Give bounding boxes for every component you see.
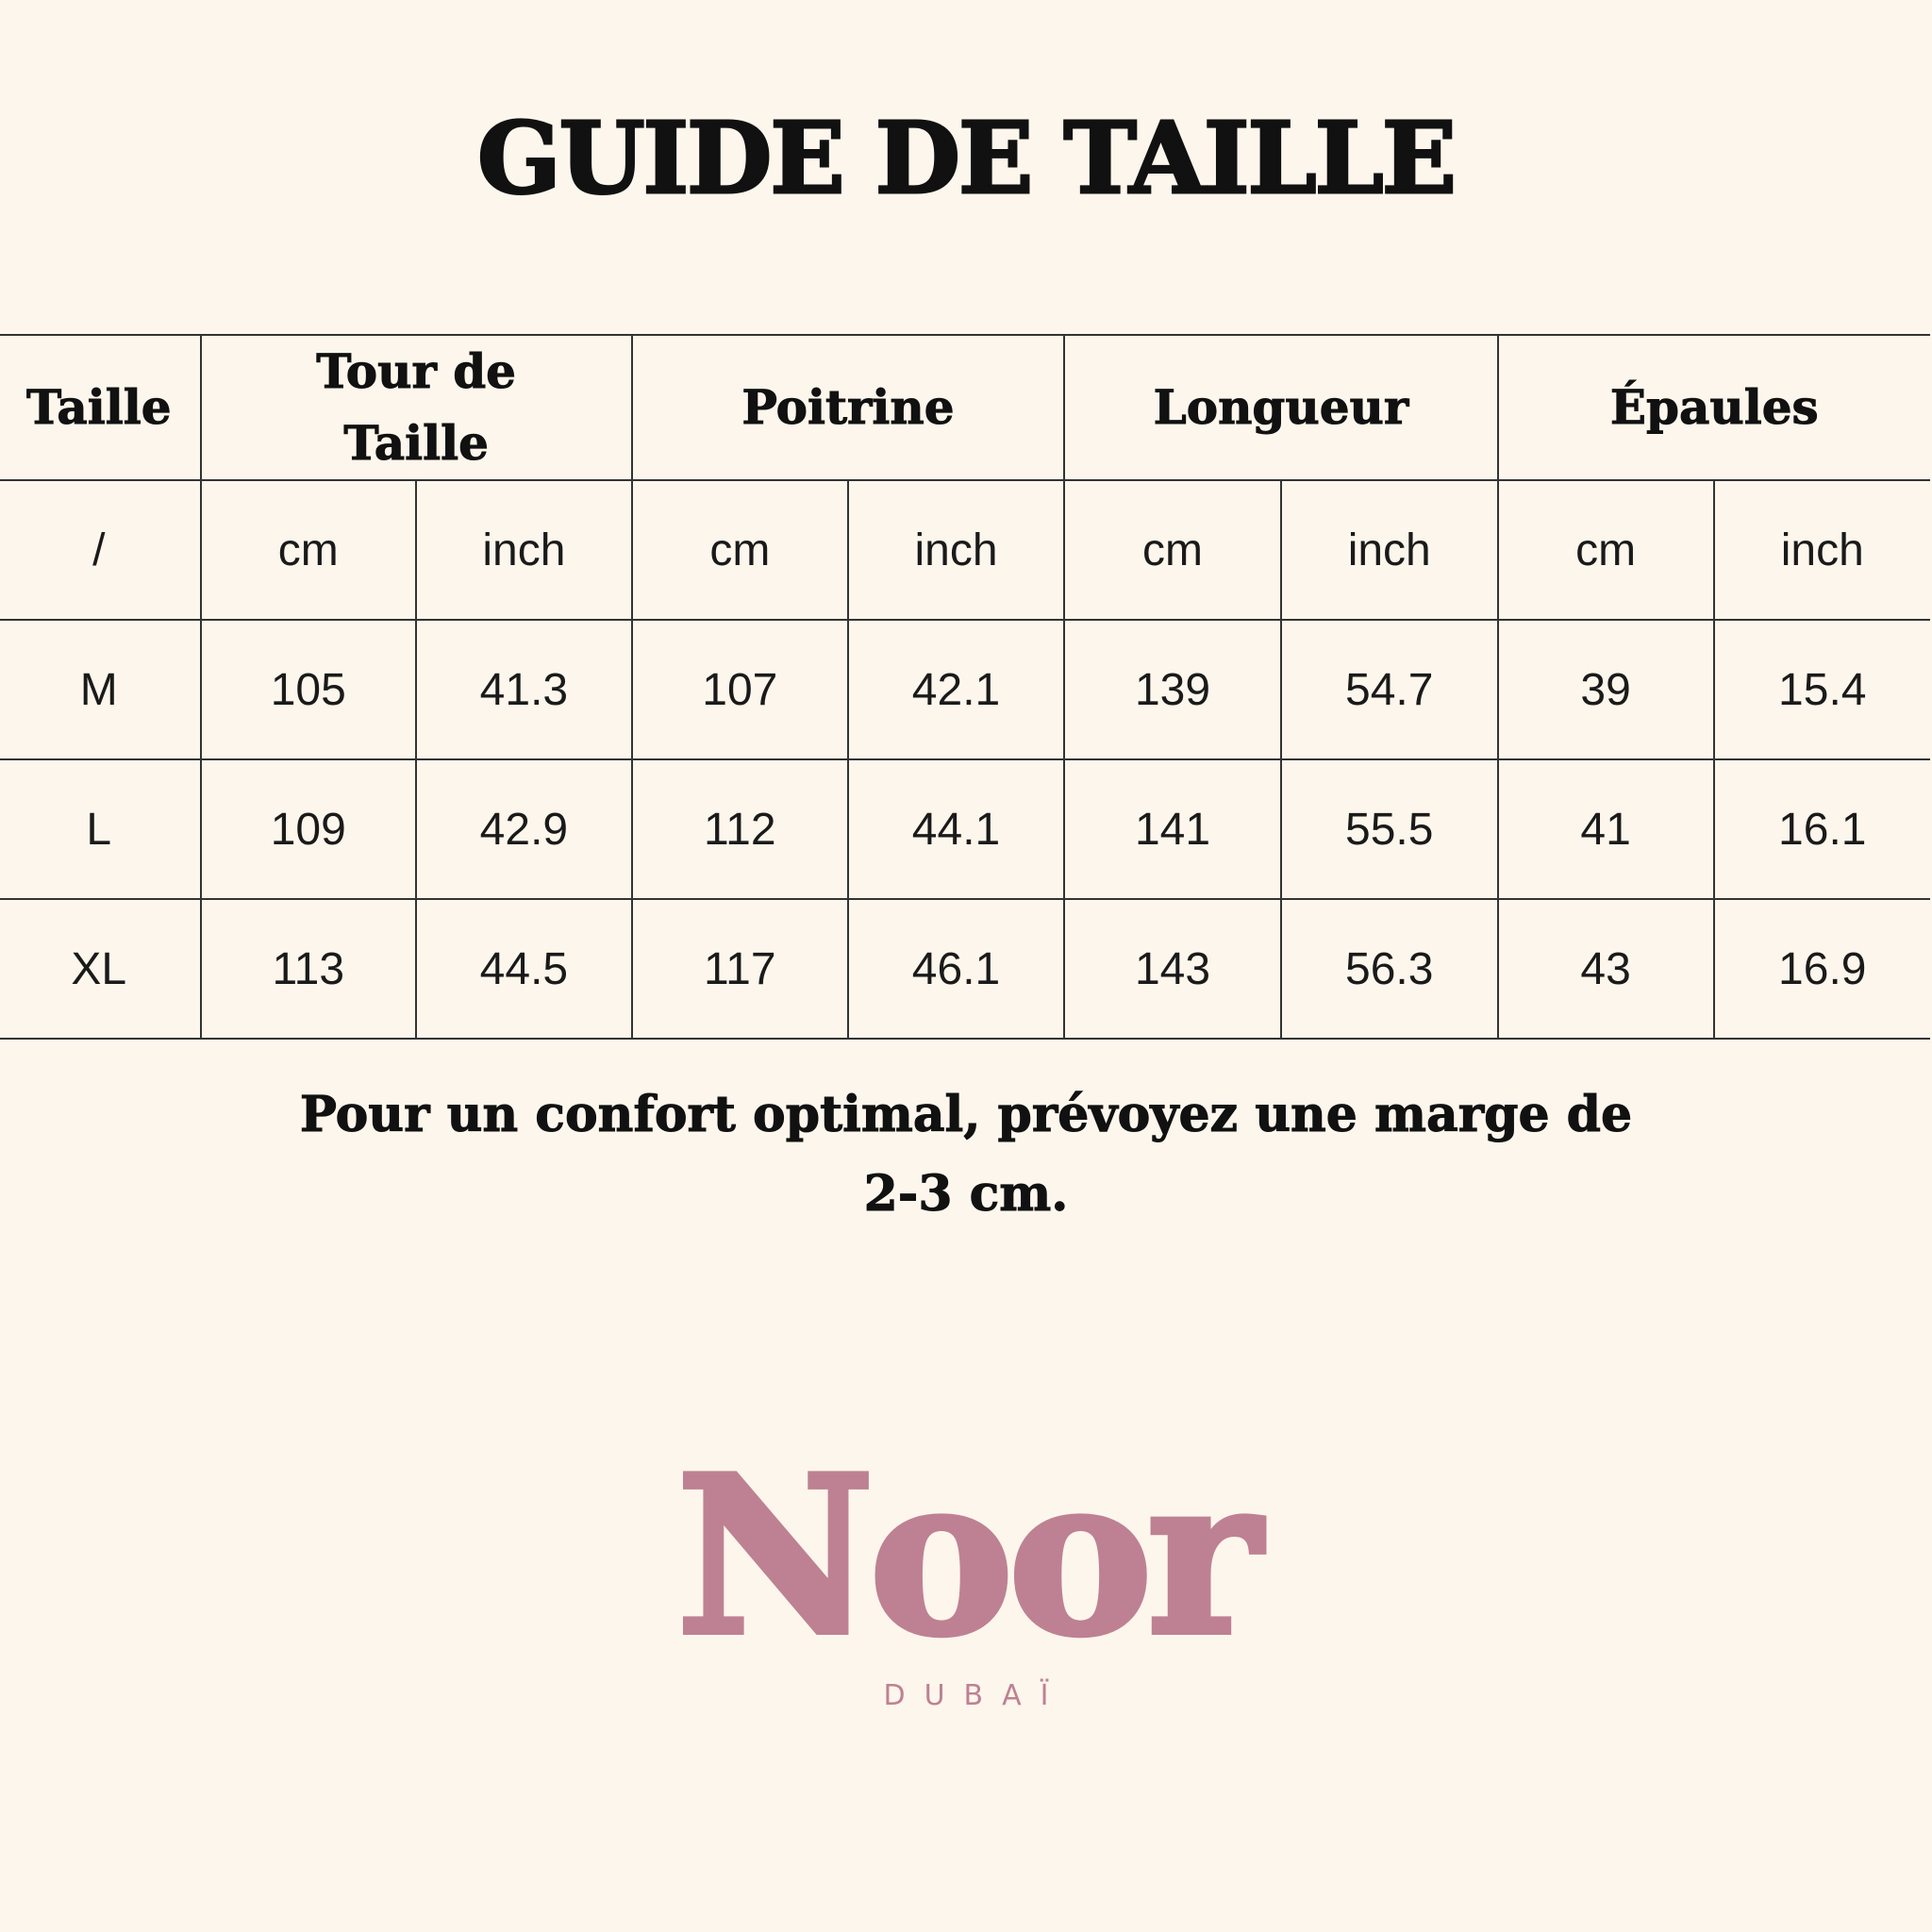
value-cell: 39 (1498, 620, 1714, 759)
value-cell: 54.7 (1281, 620, 1498, 759)
header-size: Taille (0, 335, 201, 480)
value-cell: 15.4 (1714, 620, 1930, 759)
value-cell: 105 (201, 620, 416, 759)
value-cell: 42.1 (848, 620, 1064, 759)
table-row (0, 620, 1930, 759)
header-shoulders: Épaules (1498, 335, 1930, 480)
size-cell: XL (0, 899, 201, 1039)
unit-cell: cm (1498, 480, 1714, 620)
value-cell: 46.1 (848, 899, 1064, 1039)
brand-tagline: DUBAÏ (883, 1679, 1068, 1712)
header-waist-line1: Tour de (316, 343, 516, 399)
value-cell: 41.3 (416, 620, 632, 759)
table-row (0, 899, 1930, 1039)
header-chest: Poitrine (632, 335, 1064, 480)
header-row (0, 335, 1930, 480)
size-cell: L (0, 759, 201, 899)
page-title: GUIDE DE TAILLE (476, 100, 1456, 216)
value-cell: 113 (201, 899, 416, 1039)
size-chart-table (0, 334, 1930, 1040)
size-cell: M (0, 620, 201, 759)
table-row (0, 759, 1930, 899)
unit-cell: inch (416, 480, 632, 620)
value-cell: 143 (1064, 899, 1281, 1039)
unit-cell: cm (1064, 480, 1281, 620)
unit-cell: cm (201, 480, 416, 620)
value-cell: 112 (632, 759, 848, 899)
value-cell: 117 (632, 899, 848, 1039)
unit-cell: inch (848, 480, 1064, 620)
value-cell: 42.9 (416, 759, 632, 899)
value-cell: 55.5 (1281, 759, 1498, 899)
value-cell: 56.3 (1281, 899, 1498, 1039)
unit-row (0, 480, 1930, 620)
brand-logo (0, 1429, 1932, 1715)
value-cell: 139 (1064, 620, 1281, 759)
value-cell: 44.1 (848, 759, 1064, 899)
value-cell: 43 (1498, 899, 1714, 1039)
header-waist (201, 335, 632, 480)
unit-cell: cm (632, 480, 848, 620)
value-cell: 109 (201, 759, 416, 899)
brand-name: Noor (675, 1429, 1257, 1684)
unit-cell: inch (1714, 480, 1930, 620)
fit-note-line2: 2-3 cm. (863, 1165, 1069, 1223)
unit-cell: / (0, 480, 201, 620)
unit-cell: inch (1281, 480, 1498, 620)
header-length: Longueur (1064, 335, 1497, 480)
value-cell: 16.9 (1714, 899, 1930, 1039)
value-cell: 41 (1498, 759, 1714, 899)
fit-note (0, 1075, 1932, 1234)
value-cell: 141 (1064, 759, 1281, 899)
fit-note-line1: Pour un confort optimal, prévoyez une marge de (299, 1086, 1633, 1143)
value-cell: 107 (632, 620, 848, 759)
value-cell: 16.1 (1714, 759, 1930, 899)
header-waist-line2: Taille (343, 415, 489, 471)
value-cell: 44.5 (416, 899, 632, 1039)
